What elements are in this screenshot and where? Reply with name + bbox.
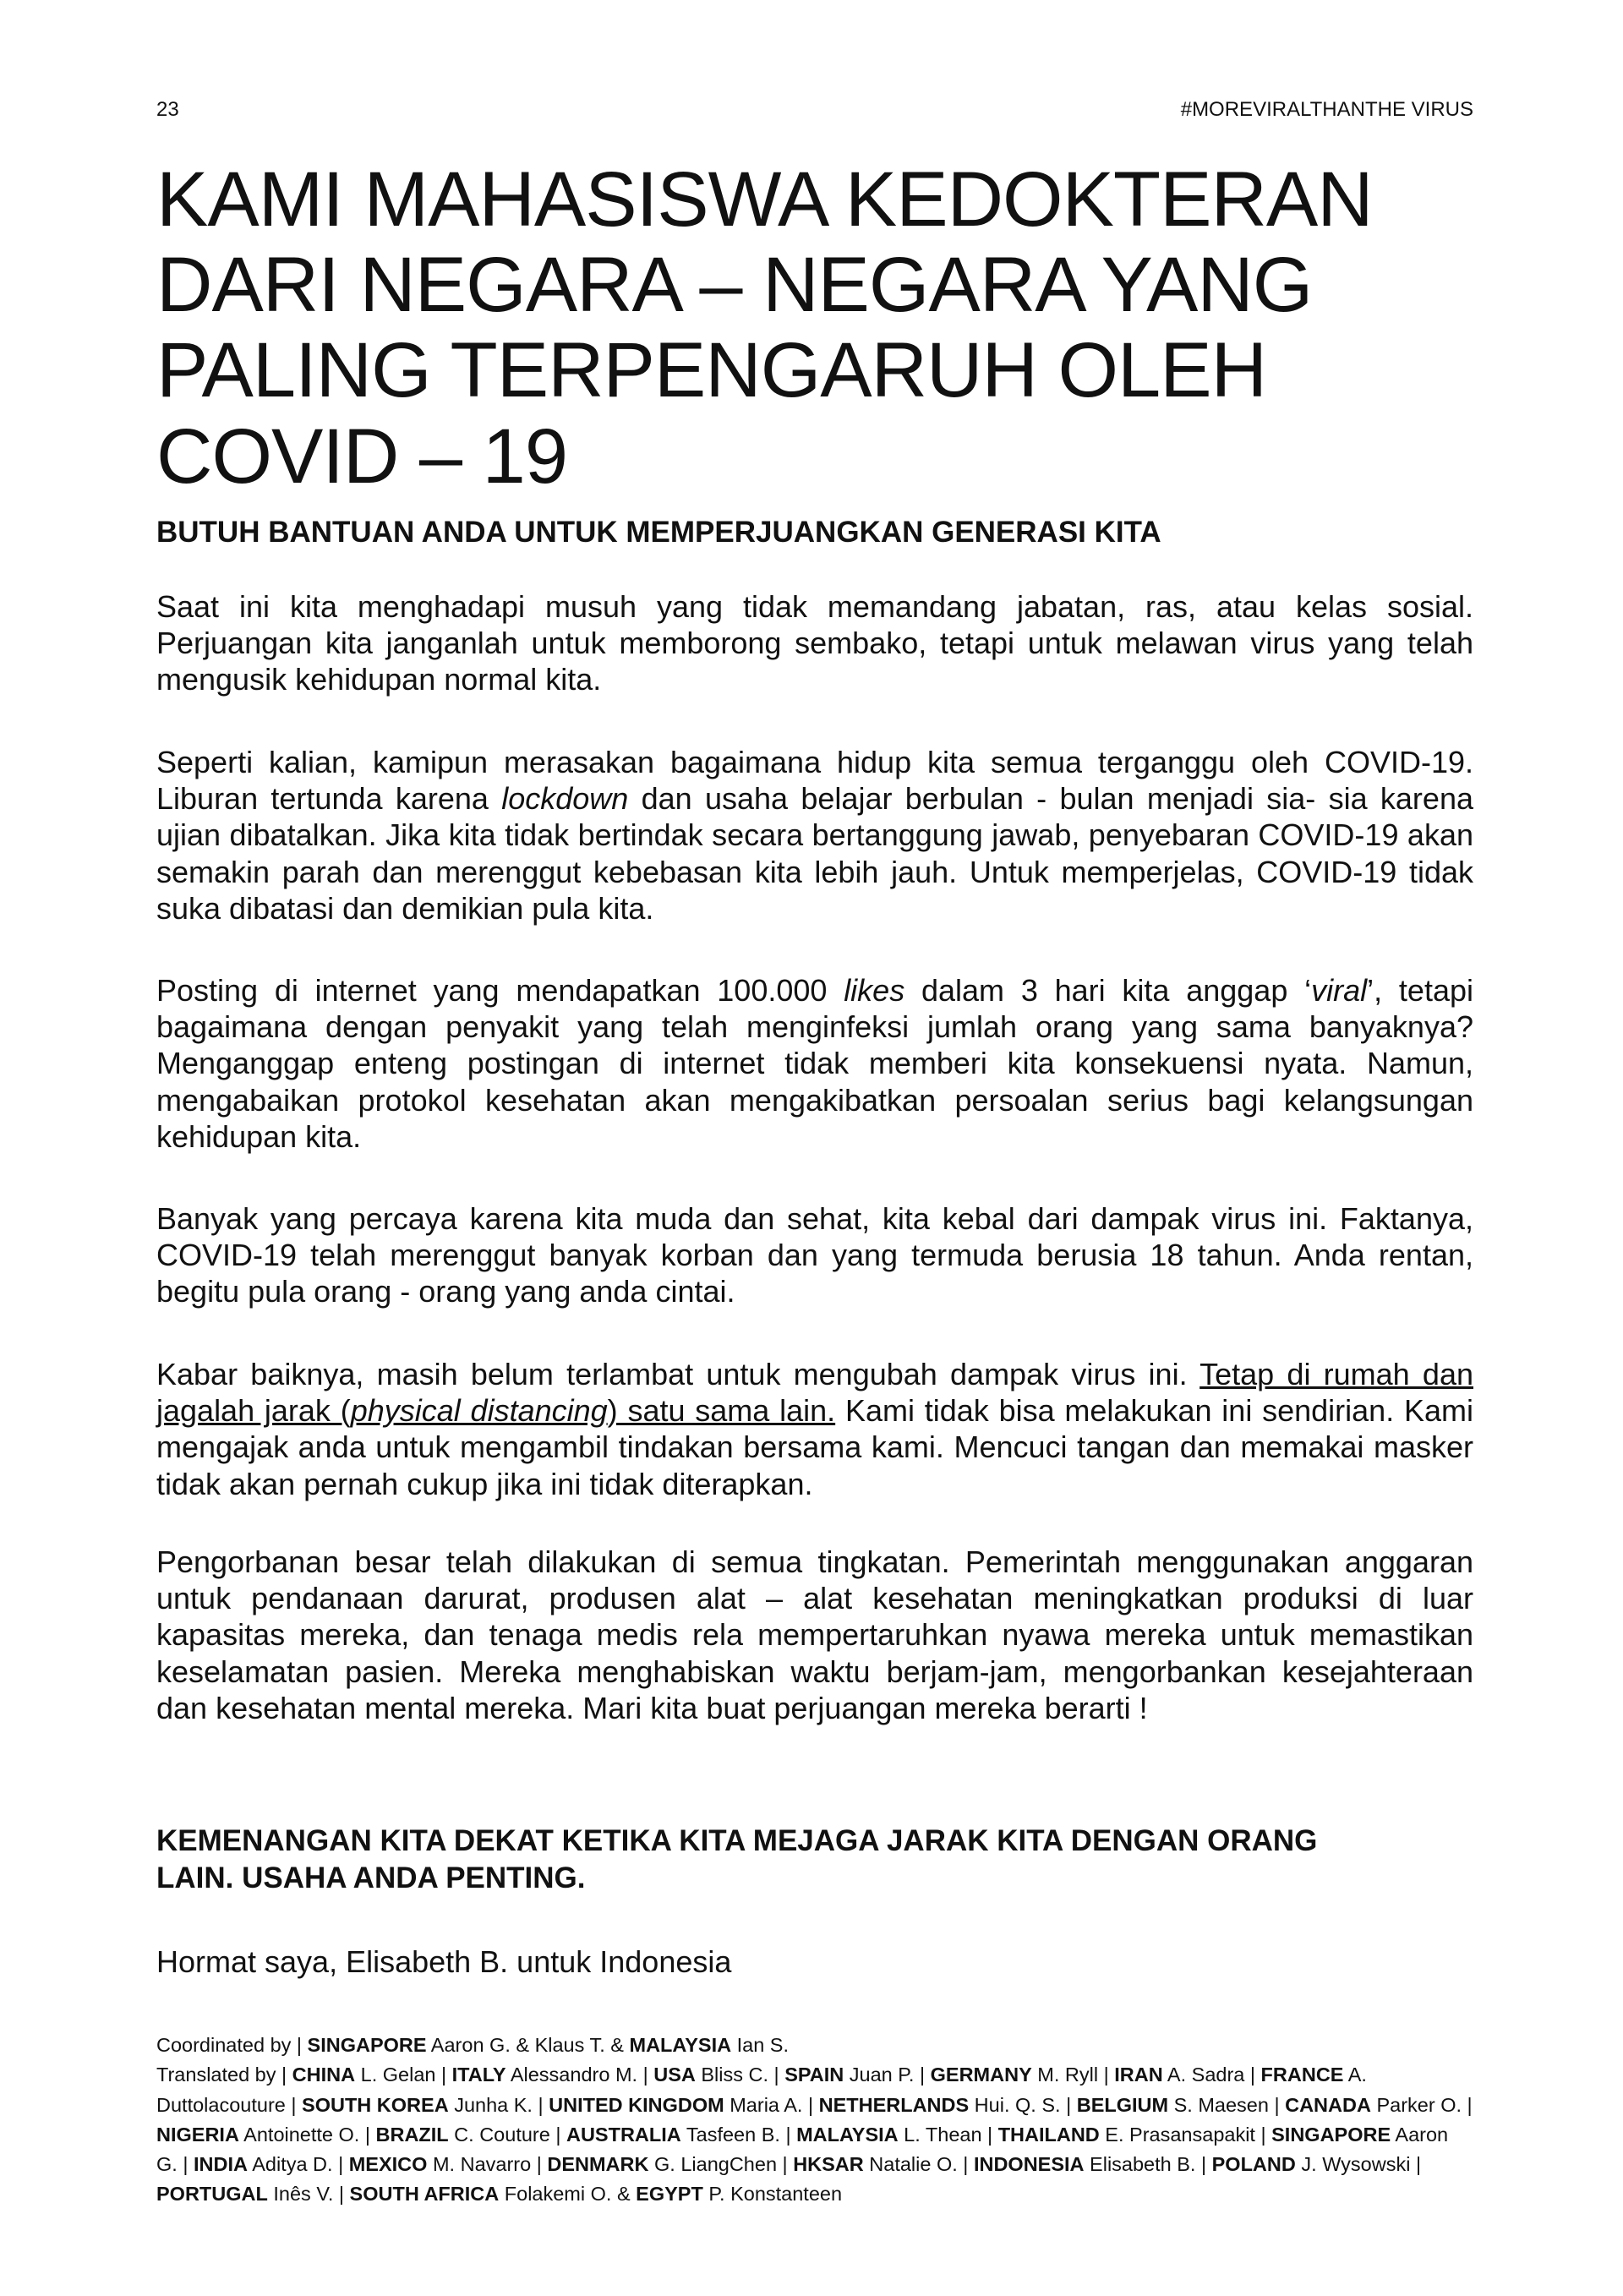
credit-country: SOUTH AFRICA [349, 2183, 500, 2206]
credit-country: MEXICO [348, 2153, 428, 2175]
credit-names: J. Wysowski | [1295, 2153, 1422, 2175]
credit-country: CANADA [1285, 2093, 1371, 2116]
credit-names: Aaron G. | [156, 2123, 1449, 2175]
credit-country: IRAN [1114, 2064, 1163, 2086]
credit-names: Antoinette O. | [238, 2123, 376, 2146]
credit-country: THAILAND [997, 2123, 1100, 2146]
coordinated-by [156, 2031, 1473, 2060]
credit-country: NETHERLANDS [818, 2093, 970, 2116]
credit-country: SPAIN [784, 2064, 844, 2086]
credit-names: Tasfeen B. | [680, 2123, 797, 2146]
text-run: dalam 3 hari kita anggap ‘ [904, 973, 1312, 1008]
emphasis-text: physical distancing [350, 1393, 608, 1429]
credits-label: Translated by | [156, 2064, 292, 2086]
credit-country: AUSTRALIA [566, 2123, 681, 2146]
credit-country: SINGAPORE [1271, 2123, 1391, 2146]
credit-country: ITALY [451, 2064, 506, 2086]
credit-names: Elisabeth B. | [1084, 2153, 1212, 2175]
credit-country: GERMANY [930, 2064, 1032, 2086]
translated-by [156, 2060, 1473, 2209]
signoff: Hormat saya, Elisabeth B. untuk Indonesia [156, 1944, 732, 1979]
credit-country: MALAYSIA [629, 2034, 732, 2056]
credit-names: G. LiangChen | [648, 2153, 794, 2175]
text-run: Kami tidak bisa melakukan ini sendirian. Kami mengajak anda untuk mengambil tindakan bersama kami. Mencuci tangan dan memakai masker tidak akan pernah cukup jika ini tidak diterapkan. [156, 1393, 1474, 1501]
emphasis-text: likes [844, 973, 905, 1008]
credit-names: M. Ryll | [1031, 2064, 1115, 2086]
credit-names: L. Thean | [898, 2123, 998, 2146]
credit-names: Juan P. | [844, 2064, 931, 2086]
credit-names: C. Couture | [448, 2123, 566, 2146]
credit-names: Folakemi O. & [499, 2183, 637, 2206]
credit-names: Inês V. | [267, 2183, 350, 2206]
headline-line: COVID – 19 [156, 413, 567, 500]
text-run: Kabar baiknya, masih belum terlambat untuk mengubah dampak virus ini. [156, 1357, 1200, 1391]
subheadline: BUTUH BANTUAN ANDA UNTUK MEMPERJUANGKAN GENERASI KITA [156, 516, 1161, 549]
credit-names: Ian S. [731, 2034, 790, 2056]
headline-line: KAMI MAHASISWA KEDOKTERAN [156, 156, 1373, 243]
credit-names: M. Navarro | [427, 2153, 548, 2175]
credit-country: INDONESIA [973, 2153, 1085, 2175]
text-run: Seperti kalian, kamipun merasakan bagaimana hidup kita semua terganggu oleh COVID-19. Liburan tertunda karena [156, 745, 1473, 817]
text-run: dan usaha belajar berbulan - bulan menjadi sia- sia karena ujian dibatalkan. Jika kita tidak bertindak secara bertanggung jawab, penyebaran COVID-19 akan semakin parah dan merenggut kebebasan kita lebih jauh. Untuk memperjelas, COVID-19 tidak suka dibatasi dan demikian pula kita. [156, 781, 1473, 926]
credit-country: HKSAR [793, 2153, 864, 2175]
credit-country: USA [653, 2064, 696, 2086]
closing-statement [156, 1823, 1473, 1897]
text-run: ) satu sama lain. [607, 1393, 836, 1429]
credit-names: P. Konstanteen [702, 2183, 843, 2206]
credit-names: Parker O. | [1370, 2093, 1473, 2116]
emphasis-text: viral [1311, 973, 1368, 1008]
coordinator-list [308, 2034, 789, 2056]
credit-names: Aditya D. | [247, 2153, 349, 2175]
credit-country: EGYPT [636, 2183, 703, 2206]
credit-names: A. Duttolacouture | [156, 2064, 1367, 2116]
credit-names: S. Maesen | [1168, 2093, 1286, 2116]
text-run: ’, tetapi bagaimana dengan penyakit yang telah menginfeksi jumlah orang yang sama banyaknya? Menganggap enteng postingan di internet tidak memberi kita konsekuensi nyata. Namun, mengabaikan protokol kesehatan akan mengakibatkan persoalan serius bagi kelangsungan kehidupan kita. [156, 973, 1473, 1154]
emphasis-text: lockdown [501, 781, 629, 817]
credit-country: INDIA [193, 2153, 248, 2175]
credit-country: UNITED KINGDOM [549, 2093, 724, 2116]
text-run: Posting di internet yang mendapatkan 100.000 [156, 973, 844, 1008]
paragraph-4: Banyak yang percaya karena kita muda dan sehat, kita kebal dari dampak virus ini. Faktanya, COVID-19 telah merenggut banyak korban dan yang termuda berusia 18 tahun. Anda rentan, begitu pula orang - orang yang anda cintai. [156, 1201, 1473, 1309]
credit-names: Junha K. | [448, 2093, 549, 2116]
text-run: Tetap di rumah dan jagalah jarak ( [156, 1357, 1473, 1429]
credit-names: E. Prasansapakit | [1099, 2123, 1272, 2146]
credit-names: Bliss C. | [695, 2064, 785, 2086]
headline [156, 157, 1473, 500]
credit-country: FRANCE [1260, 2064, 1344, 2086]
paragraph-2 [156, 744, 1473, 927]
headline-line: PALING TERPENGARUH OLEH [156, 327, 1267, 414]
header-hashtag: #MOREVIRALTHANTHE VIRUS [1180, 98, 1473, 121]
credits-label: Coordinated by | [156, 2034, 308, 2056]
headline-line: DARI NEGARA – NEGARA YANG [156, 242, 1313, 329]
paragraph-5 [156, 1356, 1473, 1502]
credit-names: L. Gelan | [355, 2064, 452, 2086]
closing-line: KEMENANGAN KITA DEKAT KETIKA KITA MEJAGA JARAK KITA DENGAN ORANG [156, 1824, 1318, 1857]
document-page [156, 0, 1473, 2296]
credit-country: CHINA [292, 2064, 356, 2086]
credit-names: Hui. Q. S. | [969, 2093, 1077, 2116]
credit-names: Alessandro M. | [505, 2064, 654, 2086]
credit-country: DENMARK [547, 2153, 649, 2175]
credit-names: Natalie O. | [863, 2153, 974, 2175]
credit-names: Maria A. | [724, 2093, 819, 2116]
credits [156, 2031, 1473, 2210]
credit-names: A. Sadra | [1162, 2064, 1261, 2086]
credit-country: BELGIUM [1076, 2093, 1169, 2116]
credit-country: POLAND [1211, 2153, 1296, 2175]
closing-line: LAIN. USAHA ANDA PENTING. [156, 1861, 586, 1894]
paragraph-6: Pengorbanan besar telah dilakukan di semua tingkatan. Pemerintah menggunakan anggaran untuk pendanaan darurat, produsen alat – alat kesehatan meningkatkan produksi di luar kapasitas mereka, dan tenaga medis rela mempertaruhkan nyawa mereka untuk memastikan keselamatan pasien. Mereka menghabiskan waktu berjam-jam, mengorbankan kesejahteraan dan kesehatan mental mereka. Mari kita buat perjuangan mereka berarti ! [156, 1544, 1473, 1725]
paragraph-3 [156, 972, 1473, 1155]
page-number: 23 [156, 98, 179, 121]
credit-country: MALAYSIA [796, 2123, 899, 2146]
translator-list [156, 2064, 1473, 2205]
credit-country: NIGERIA [156, 2123, 239, 2146]
credit-country: SOUTH KOREA [302, 2093, 449, 2116]
credit-country: BRAZIL [375, 2123, 449, 2146]
credit-names: Aaron G. & Klaus T. & [426, 2034, 630, 2056]
paragraph-1: Saat ini kita menghadapi musuh yang tidak memandang jabatan, ras, atau kelas sosial. Perjuangan kita janganlah untuk memborong sembako, tetapi untuk melawan virus yang telah mengusik kehidupan normal kita. [156, 589, 1473, 697]
credit-country: PORTUGAL [156, 2183, 268, 2206]
credit-country: SINGAPORE [307, 2034, 427, 2056]
